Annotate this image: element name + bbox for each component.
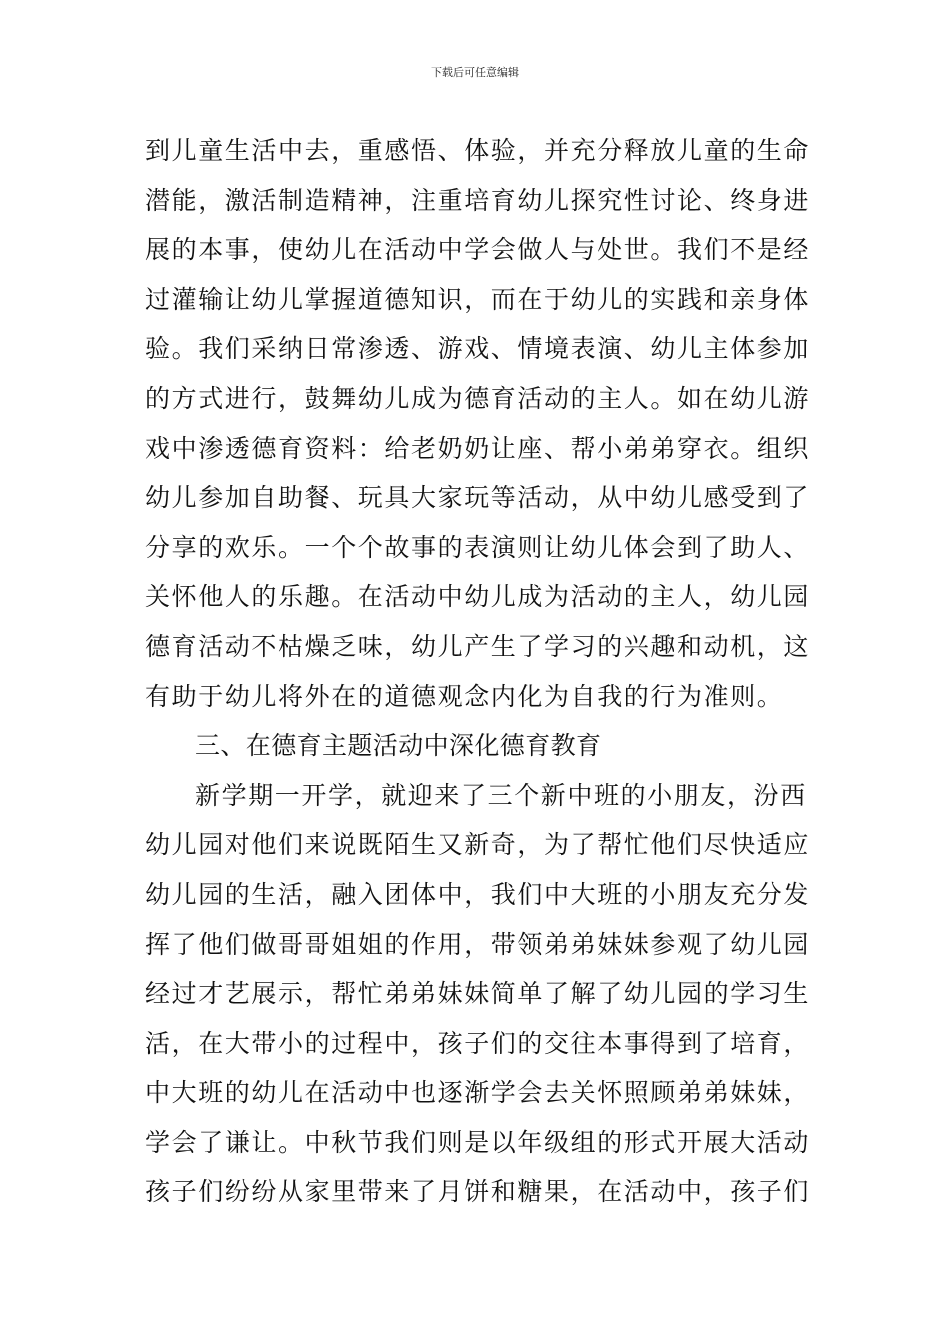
text-line: 验。我们采纳日常渗透、游戏、情境表演、幼儿主体参加 [145, 334, 811, 364]
text-line: 戏中渗透德育资料：给老奶奶让座、帮小弟弟穿衣。组织 [145, 433, 811, 463]
section-heading: 三、在德育主题活动中深化德育教育 [195, 731, 602, 761]
text-line: 幼儿园对他们来说既陌生又新奇，为了帮忙他们尽快适应 [145, 830, 811, 860]
text-line: 的方式进行，鼓舞幼儿成为德育活动的主人。如在幼儿游 [145, 383, 811, 413]
text-line: 新学期一开学，就迎来了三个新中班的小朋友，汾西 [195, 780, 807, 810]
text-line: 幼儿园的生活，融入团体中，我们中大班的小朋友充分发 [145, 879, 811, 909]
text-line: 展的本事，使幼儿在活动中学会做人与处世。我们不是经 [145, 235, 811, 265]
text-line: 经过才艺展示，帮忙弟弟妹妹简单了解了幼儿园的学习生 [145, 979, 811, 1009]
text-line: 中大班的幼儿在活动中也逐渐学会去关怀照顾弟弟妹妹， [145, 1078, 811, 1108]
text-line: 有助于幼儿将外在的道德观念内化为自我的行为准则。 [145, 681, 784, 711]
text-line: 分享的欢乐。一个个故事的表演则让幼儿体会到了助人、 [145, 532, 811, 562]
text-line: 学会了谦让。中秋节我们则是以年级组的形式开展大活动 [145, 1127, 811, 1157]
text-line: 活，在大带小的过程中，孩子们的交往本事得到了培育， [145, 1028, 811, 1058]
page-header: 下载后可任意编辑 [431, 66, 519, 79]
document-body [145, 126, 815, 1217]
text-line: 挥了他们做哥哥姐姐的作用，带领弟弟妹妹参观了幼儿园 [145, 929, 811, 959]
paragraph-theme-activities [145, 771, 815, 1217]
text-line: 潜能，激活制造精神，注重培育幼儿探究性讨论、终身进 [145, 185, 811, 215]
paragraph-moral-practice [145, 126, 815, 721]
text-line: 德育活动不枯燥乏味，幼儿产生了学习的兴趣和动机，这 [145, 631, 811, 661]
text-line: 到儿童生活中去，重感悟、体验，并充分释放儿童的生命 [145, 136, 811, 165]
text-line: 幼儿参加自助餐、玩具大家玩等活动，从中幼儿感受到了 [145, 483, 811, 513]
text-line: 过灌输让幼儿掌握道德知识，而在于幼儿的实践和亲身体 [145, 284, 811, 314]
text-line: 关怀他人的乐趣。在活动中幼儿成为活动的主人，幼儿园 [145, 582, 811, 612]
text-line: 孩子们纷纷从家里带来了月饼和糖果，在活动中，孩子们 [145, 1177, 811, 1207]
